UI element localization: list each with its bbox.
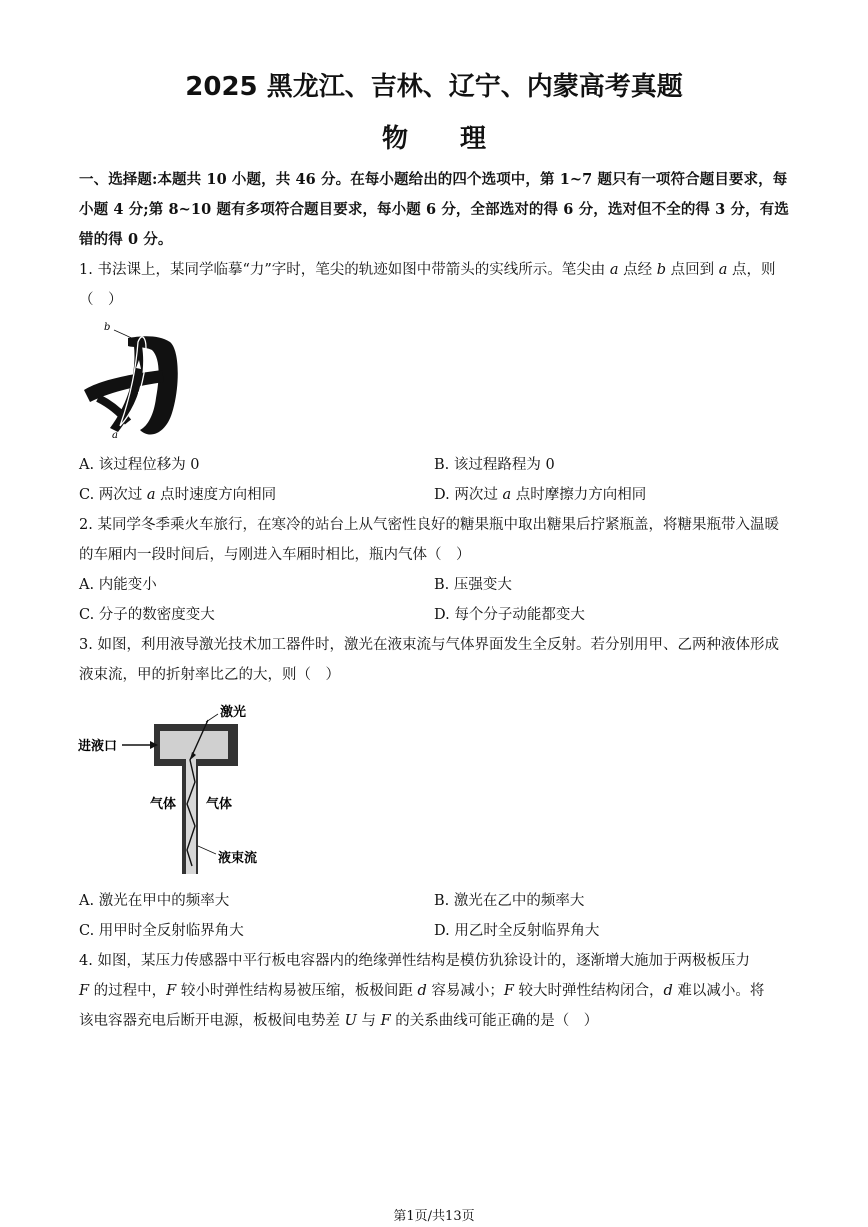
question-4-line-2: F 的过程中，F 较小时弹性结构易被压缩，板极间距 d 容易减小；F 较大时弹性结构闭合，d 难以减小。将 xyxy=(79,983,765,999)
q1-option-b[interactable]: B. 该过程路程为 0 xyxy=(434,457,555,473)
question-3-stem: 3. 如图，利用液导激光技术加工器件时，激光在液束流与气体界面发生全反射。若分别用甲、乙两种液体形成液束流，甲的折射率比乙的大，则（ ） xyxy=(79,637,779,683)
fig-label-laser: 激光 xyxy=(220,705,247,720)
fig-label-gas-right: 气体 xyxy=(206,797,233,812)
q3-option-b[interactable]: B. 激光在乙中的频率大 xyxy=(434,893,585,909)
brush-stroke-horizontal xyxy=(84,370,164,402)
q1-option-d[interactable]: D. 两次过 a 点时摩擦力方向相同 xyxy=(434,487,647,503)
q2-option-a[interactable]: A. 内能变小 xyxy=(79,577,157,593)
q3-option-d[interactable]: D. 用乙时全反射临界角大 xyxy=(434,923,600,939)
fig-label-b: b xyxy=(104,322,111,333)
laser-leader xyxy=(206,714,218,722)
q2-option-c[interactable]: C. 分子的数密度变大 xyxy=(79,607,215,623)
q2-option-b[interactable]: B. 压强变大 xyxy=(434,577,512,593)
q1-option-a[interactable]: A. 该过程位移为 0 xyxy=(79,457,200,473)
q3-option-a[interactable]: A. 激光在甲中的频率大 xyxy=(79,893,230,909)
question-1-stem: 1. 书法课上，某同学临摹“力”字时，笔尖的轨迹如图中带箭头的实线所示。笔尖由 a 点经 b 点回到 a 点，则（ ） xyxy=(79,262,776,308)
label-b-leader xyxy=(114,330,136,340)
fig-label-jet: 液束流 xyxy=(218,851,258,866)
fig-label-gas-left: 气体 xyxy=(150,797,177,812)
subject-char-1: 物 xyxy=(381,124,408,154)
q1-option-c[interactable]: C. 两次过 a 点时速度方向相同 xyxy=(79,487,277,503)
subject-title xyxy=(0,118,868,155)
subject-char-2: 理 xyxy=(460,124,487,154)
page-footer: 第1页/共13页 xyxy=(393,1209,475,1224)
q2-option-d[interactable]: D. 每个分子动能都变大 xyxy=(434,607,585,623)
question-2-stem: 2. 某同学冬季乘火车旅行，在寒冷的站台上从气密性良好的糖果瓶中取出糖果后拧紧瓶盖，将糖果瓶带入温暖的车厢内一段时间后，与刚进入车厢时相比，瓶内气体（ ） xyxy=(79,517,779,563)
question-4-line-3: 该电容器充电后断开电源，板极间电势差 U 与 F 的关系曲线可能正确的是（ ） xyxy=(79,1013,599,1029)
page-title: 2025 黑龙江、吉林、辽宁、内蒙高考真题 xyxy=(185,72,683,102)
question-4-line-1: 4. 如图，某压力传感器中平行板电容器内的绝缘弹性结构是模仿犰狳设计的，逐渐增大施加于两极板压力 xyxy=(79,953,750,969)
fig-label-inlet: 进液口 xyxy=(78,739,118,754)
q3-option-c[interactable]: C. 用甲时全反射临界角大 xyxy=(79,923,244,939)
fig-label-a: a xyxy=(112,430,118,441)
calligraphy-figure xyxy=(80,318,190,443)
jet-leader xyxy=(198,846,216,854)
section-instructions: 一、选择题:本题共 10 小题，共 46 分。在每小题给出的四个选项中，第 1~7 题只有一项符合题目要求，每小题 4 分;第 8~10 题有多项符合题目要求，每小题 6 分，全部选对的得 6 分，选对但不全的得 3 分，有选错的得 0 分。 xyxy=(79,171,789,248)
laser-figure xyxy=(78,700,278,878)
